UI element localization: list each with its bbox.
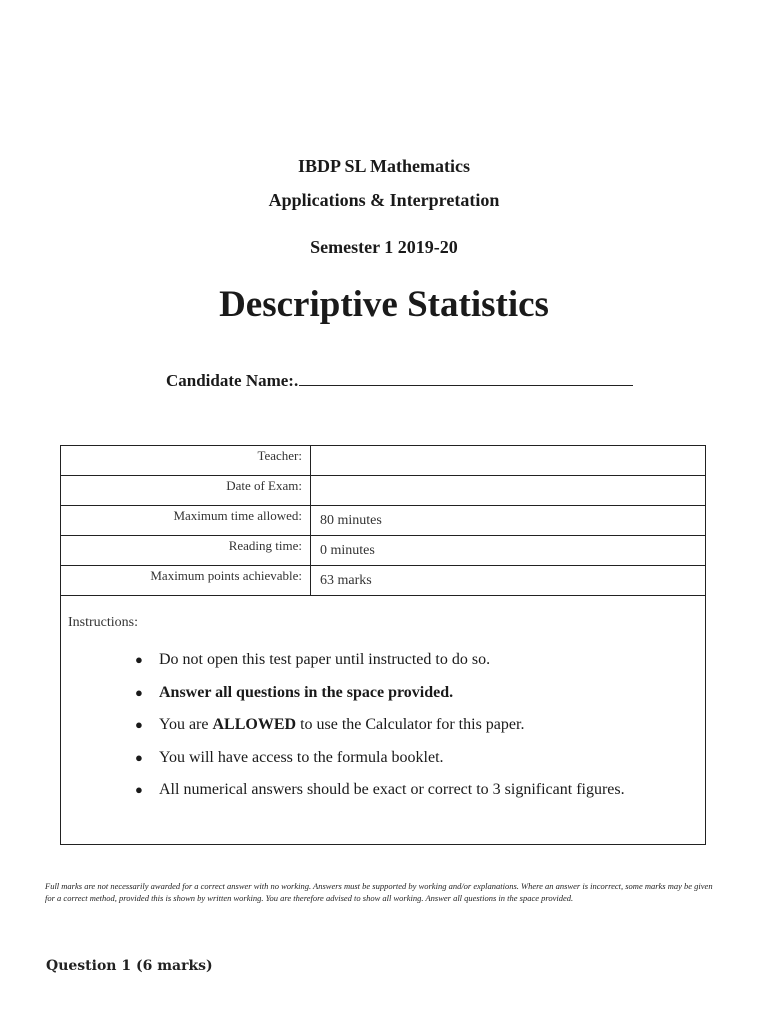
page-title: Descriptive Statistics bbox=[219, 284, 549, 325]
candidate-name-label: Candidate Name:. bbox=[166, 371, 299, 390]
course-title: IBDP SL Mathematics bbox=[297, 156, 470, 176]
allowed-emphasis: ALLOWED bbox=[212, 716, 297, 733]
teacher-label: Teacher: bbox=[257, 448, 302, 463]
instructions-label: Instructions: bbox=[68, 615, 138, 630]
candidate-name-blank[interactable] bbox=[299, 369, 633, 386]
bullet-icon: ● bbox=[135, 749, 143, 765]
table-row-teacher bbox=[61, 446, 705, 476]
candidate-name-line bbox=[166, 369, 633, 391]
question-heading: Question 1 (6 marks) bbox=[46, 958, 213, 974]
bullet-icon: ● bbox=[135, 782, 143, 797]
date-label: Date of Exam: bbox=[226, 478, 302, 493]
course-strand: Applications & Interpretation bbox=[268, 190, 500, 210]
max-points-value: 63 marks bbox=[310, 566, 705, 595]
exam-info-table bbox=[60, 445, 706, 845]
max-points-label: Maximum points achievable: bbox=[150, 568, 302, 583]
list-item: ● Do not open this test paper until instructed to do so. bbox=[135, 651, 491, 668]
reading-time-value: 0 minutes bbox=[310, 536, 705, 565]
bullet-icon: ● bbox=[135, 684, 143, 700]
bullet-icon: ● bbox=[135, 652, 143, 667]
list-item: ● Answer all questions in the space provided. bbox=[135, 683, 454, 701]
bullet-icon: ● bbox=[135, 717, 143, 732]
max-time-value: 80 minutes bbox=[310, 506, 705, 535]
table-row-max-time bbox=[61, 506, 705, 536]
date-value bbox=[310, 476, 705, 505]
list-item: ● All numerical answers should be exact or correct to 3 significant figures. bbox=[135, 781, 625, 798]
marking-footnote: Full marks are not necessarily awarded for a correct answer with no working. Answers must be supported by working and/or explanations. Where an answer is incorrect, some marks may be given for a correct method, provided this is shown by written working. You are therefore advised to show all working. Answer all questions in the space provided. bbox=[45, 881, 713, 903]
semester-label: Semester 1 2019-20 bbox=[310, 237, 458, 257]
teacher-value bbox=[310, 446, 705, 475]
instructions-list bbox=[135, 650, 625, 813]
list-item: ● You are ALLOWED to use the Calculator for this paper. bbox=[135, 716, 525, 733]
list-item: ● You will have access to the formula booklet. bbox=[135, 748, 444, 766]
max-time-label: Maximum time allowed: bbox=[173, 508, 302, 523]
table-row-reading-time bbox=[61, 536, 705, 566]
table-row-date bbox=[61, 476, 705, 506]
reading-time-label: Reading time: bbox=[228, 538, 302, 553]
table-row-max-points bbox=[61, 566, 705, 596]
